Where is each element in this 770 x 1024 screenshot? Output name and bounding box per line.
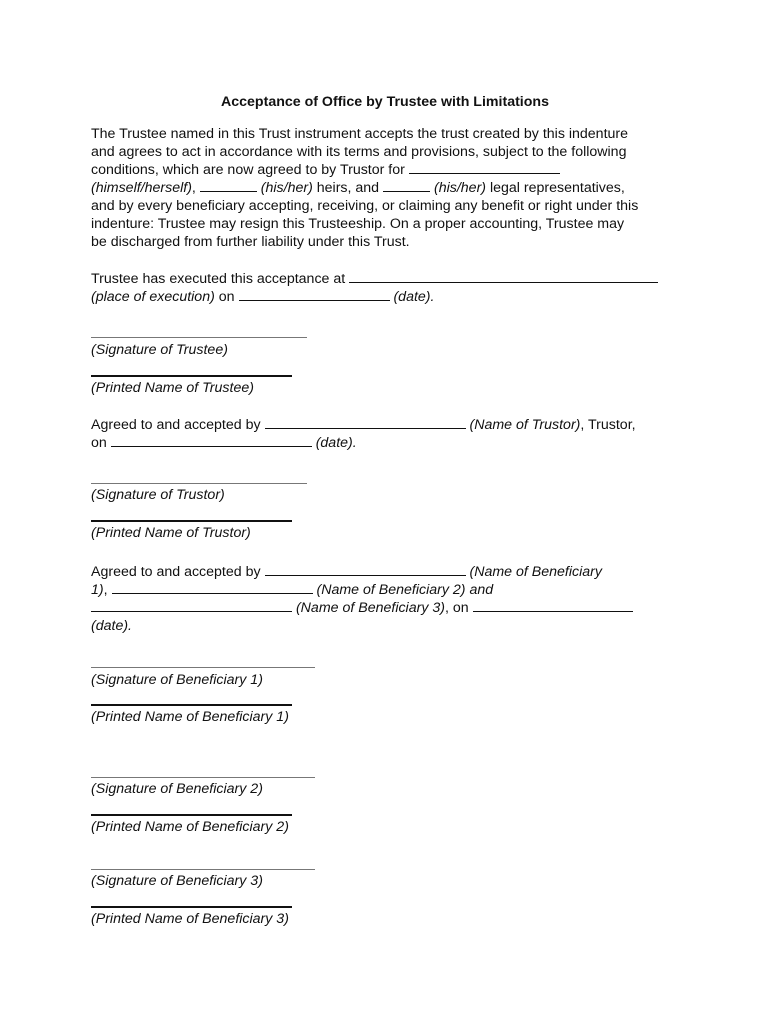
legal-reps-blank[interactable]	[383, 179, 430, 192]
name-of-beneficiary2-label: (Name of Beneficiary 2) and	[316, 582, 494, 598]
trustor-agreement-paragraph	[91, 416, 681, 452]
trustee-printed-name-line[interactable]	[91, 375, 292, 377]
executed-text: Trustee has executed this acceptance at	[91, 271, 346, 287]
himself-herself-label: (himself/herself)	[91, 180, 192, 196]
execution-date-blank[interactable]	[239, 288, 390, 301]
beneficiary-line4	[91, 617, 681, 635]
trustor-printed-name-caption: (Printed Name of Trustor)	[91, 525, 251, 541]
trust-acceptance-paragraph	[91, 125, 681, 251]
beneficiary1-printed-name-line[interactable]	[91, 704, 292, 706]
trustor-name-field[interactable]	[265, 416, 466, 429]
trustor-name-blank[interactable]	[409, 161, 560, 174]
beneficiary3-signature-line[interactable]	[91, 869, 315, 870]
beneficiary-line1	[91, 563, 681, 581]
trustor-signature-caption: (Signature of Trustor)	[91, 487, 225, 503]
name-of-beneficiary1-label: (Name of Beneficiary	[469, 564, 602, 580]
trustor-printed-name-line[interactable]	[91, 520, 292, 522]
heirs-and-text: heirs, and	[312, 180, 384, 196]
trustee-signature-line[interactable]	[91, 337, 307, 338]
para1-line2: and agrees to act in accordance with its terms and provisions, subject to the following	[91, 144, 627, 160]
trustor-on-text: on	[91, 435, 107, 451]
para1-line5: and by every beneficiary accepting, receiving, or claiming any benefit or right under this	[91, 198, 639, 214]
beneficiary-date-field[interactable]	[473, 599, 633, 612]
execution-date-label: (date).	[393, 289, 435, 305]
beneficiary2-signature-caption: (Signature of Beneficiary 2)	[91, 781, 263, 797]
beneficiary3-printed-name-line[interactable]	[91, 906, 292, 908]
beneficiary-date-label: (date).	[91, 618, 133, 634]
beneficiary2-printed-name-line[interactable]	[91, 814, 292, 816]
beneficiary3-signature-caption: (Signature of Beneficiary 3)	[91, 873, 263, 889]
execution-paragraph	[91, 270, 681, 306]
beneficiary-on-text: , on	[444, 600, 469, 616]
para1-line1: The Trustee named in this Trust instrument accepts the trust created by this indenture	[91, 126, 629, 142]
trustor-signature-line[interactable]	[91, 483, 307, 484]
place-of-execution-blank[interactable]	[349, 270, 658, 283]
trustor-agreed-text: Agreed to and accepted by	[91, 417, 261, 433]
beneficiary2-signature-line[interactable]	[91, 777, 315, 778]
trustor-date-field[interactable]	[111, 434, 312, 447]
beneficiary1-printed-name-caption: (Printed Name of Beneficiary 1)	[91, 709, 289, 725]
beneficiary1-name-field[interactable]	[265, 563, 466, 576]
place-of-execution-label: (place of execution)	[91, 289, 215, 305]
beneficiary3-printed-name-caption: (Printed Name of Beneficiary 3)	[91, 911, 289, 927]
beneficiary-line2	[91, 581, 681, 599]
beneficiary-comma: ,	[103, 582, 108, 598]
legal-reps-text: legal representatives,	[486, 180, 625, 196]
beneficiary1-signature-caption: (Signature of Beneficiary 1)	[91, 672, 263, 688]
beneficiary-line3	[91, 599, 681, 617]
beneficiary1-number: 1)	[91, 582, 104, 598]
para2-line1	[91, 270, 681, 288]
name-of-trustor-label: (Name of Trustor)	[469, 417, 581, 433]
para1-line3-text: conditions, which are now agreed to by Trustor for	[91, 162, 405, 178]
on-text: on	[214, 289, 239, 305]
para1-line7: be discharged from further liability under this Trust.	[91, 234, 410, 250]
his-her-label-2: (his/her)	[433, 180, 487, 196]
beneficiary1-signature-line[interactable]	[91, 667, 315, 668]
para1-line3	[91, 161, 681, 179]
trustee-signature-caption: (Signature of Trustee)	[91, 342, 228, 358]
his-her-label-1: (his/her)	[260, 180, 313, 196]
trustor-date-label: (date).	[315, 435, 357, 451]
document-title: Acceptance of Office by Trustee with Limitations	[221, 94, 549, 110]
para1-line4	[91, 179, 681, 197]
beneficiary3-name-field[interactable]	[91, 599, 292, 612]
name-of-beneficiary3-label: (Name of Beneficiary 3)	[295, 600, 445, 616]
trustor-line2	[91, 434, 681, 452]
para1-line6: indenture: Trustee may resign this Trusteeship. On a proper accounting, Trustee may	[91, 216, 625, 232]
trustor-suffix: , Trustor,	[580, 417, 636, 433]
beneficiary-agreement-paragraph	[91, 563, 681, 635]
beneficiary2-printed-name-caption: (Printed Name of Beneficiary 2)	[91, 819, 289, 835]
trustee-printed-name-caption: (Printed Name of Trustee)	[91, 380, 254, 396]
beneficiary2-name-field[interactable]	[112, 581, 313, 594]
para1-comma: ,	[191, 180, 196, 196]
heirs-blank[interactable]	[200, 179, 257, 192]
beneficiary-agreed-text: Agreed to and accepted by	[91, 564, 261, 580]
trustor-line1	[91, 416, 681, 434]
para2-line2	[91, 288, 681, 306]
